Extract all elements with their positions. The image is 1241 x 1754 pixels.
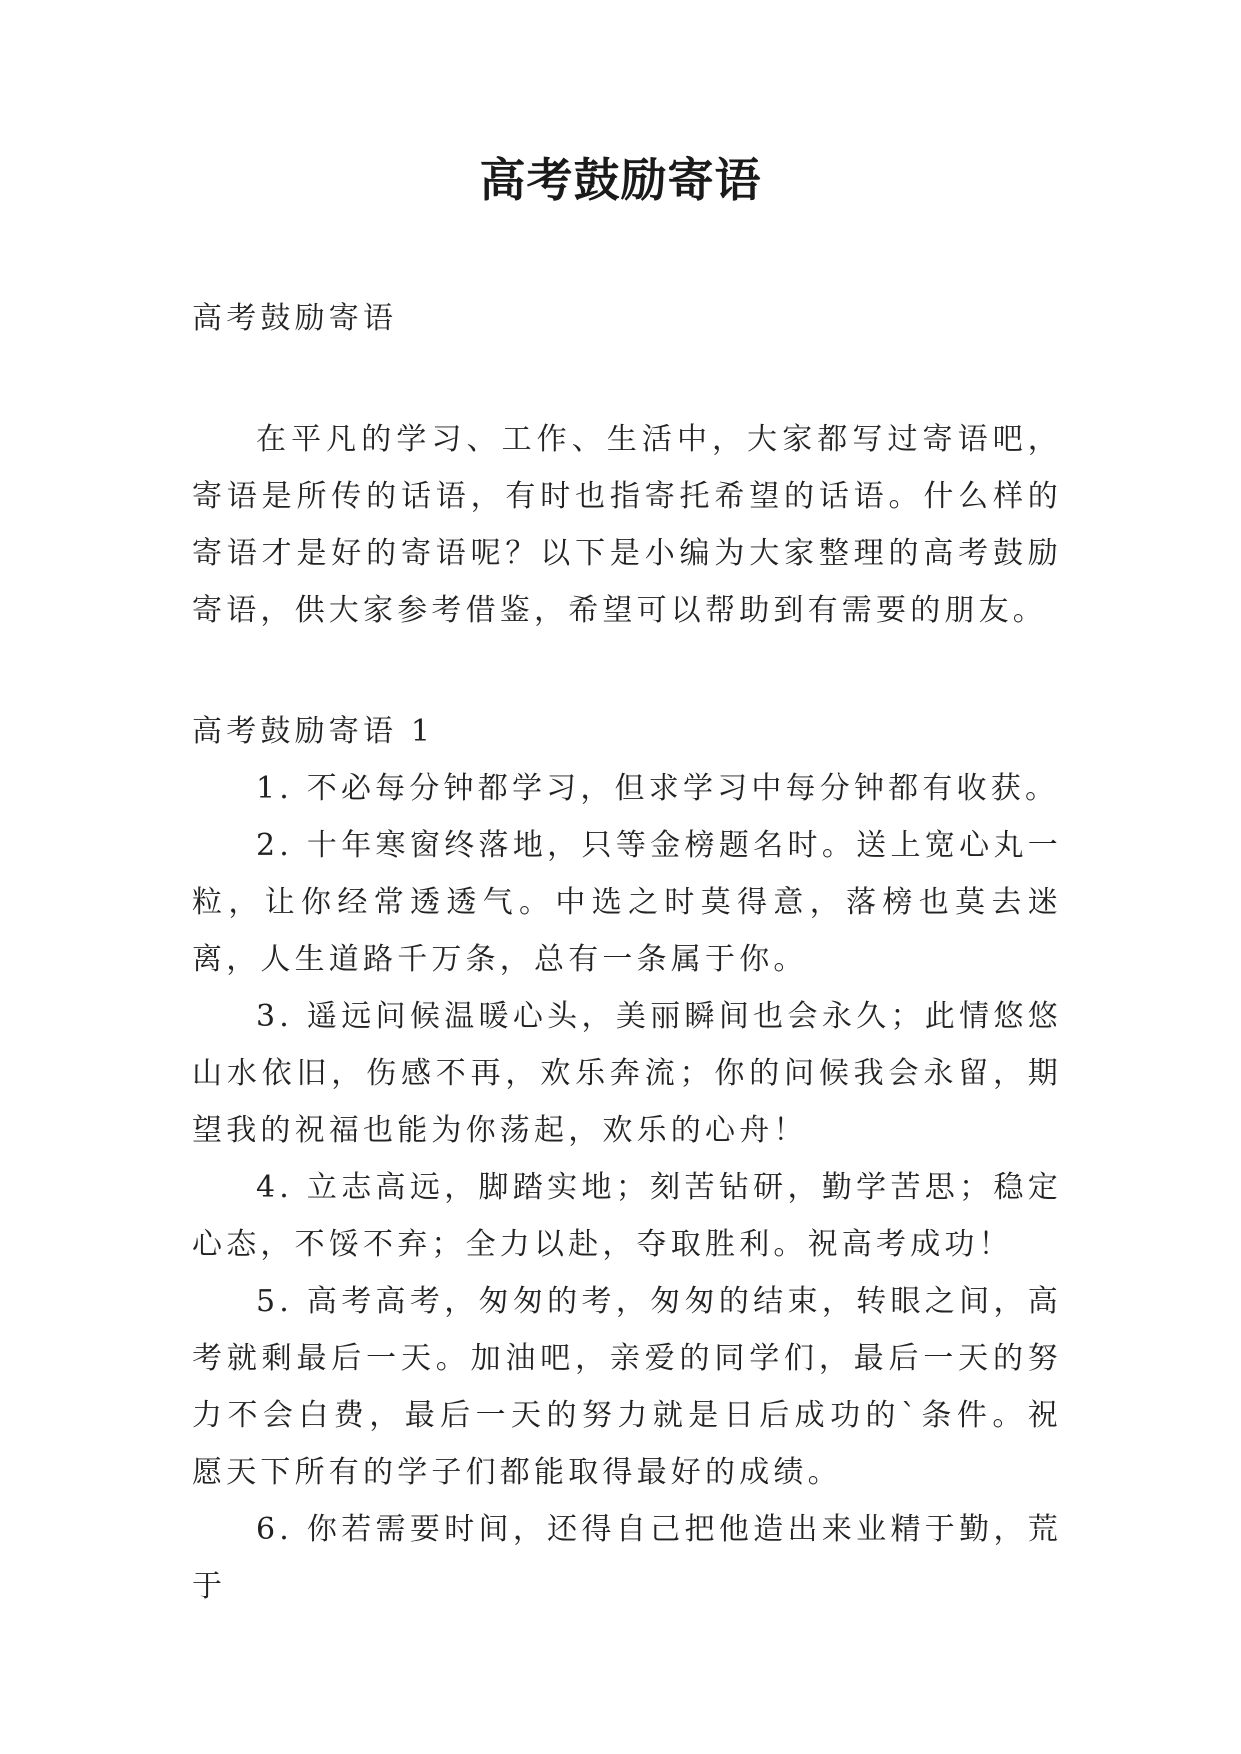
section-heading: 高考鼓励寄语 1 [192,714,435,749]
intro-paragraph: 在平凡的学习、工作、生活中，大家都写过寄语吧，寄语是所传的话语，有时也指寄托希望的话语。什么样的寄语才是好的寄语呢？以下是小编为大家整理的高考鼓励寄语，供大家参考借鉴，希望可以帮助到有需要的朋友。 [192,422,1062,628]
list-item: 6. 你若需要时间，还得自己把他造出来业精于勤，荒于 [192,1512,1062,1604]
list-item: 1. 不必每分钟都学习，但求学习中每分钟都有收获。 [256,771,1060,806]
document-subtitle: 高考鼓励寄语 [192,301,398,336]
document-body [192,290,1062,1615]
list-item: 2. 十年寒窗终落地，只等金榜题名时。送上宽心丸一粒，让你经常透透气。中选之时莫得意，落榜也莫去迷离，人生道路千万条，总有一条属于你。 [192,828,1062,977]
document-title: 高考鼓励寄语 [479,153,762,207]
list-item: 3. 遥远问候温暖心头，美丽瞬间也会永久；此情悠悠山水依旧，伤感不再，欢乐奔流；你的问候我会永留，期望我的祝福也能为你荡起，欢乐的心舟！ [192,999,1062,1148]
list-item: 4. 立志高远，脚踏实地；刻苦钻研，勤学苦思；稳定心态，不馁不弃；全力以赴，夺取胜利。祝高考成功！ [192,1170,1062,1262]
list-item: 5. 高考高考，匆匆的考，匆匆的结束，转眼之间，高考就剩最后一天。加油吧，亲爱的同学们，最后一天的努力不会白费，最后一天的努力就是日后成功的`条件。祝愿天下所有的学子们都能取得最好的成绩。 [192,1284,1062,1490]
